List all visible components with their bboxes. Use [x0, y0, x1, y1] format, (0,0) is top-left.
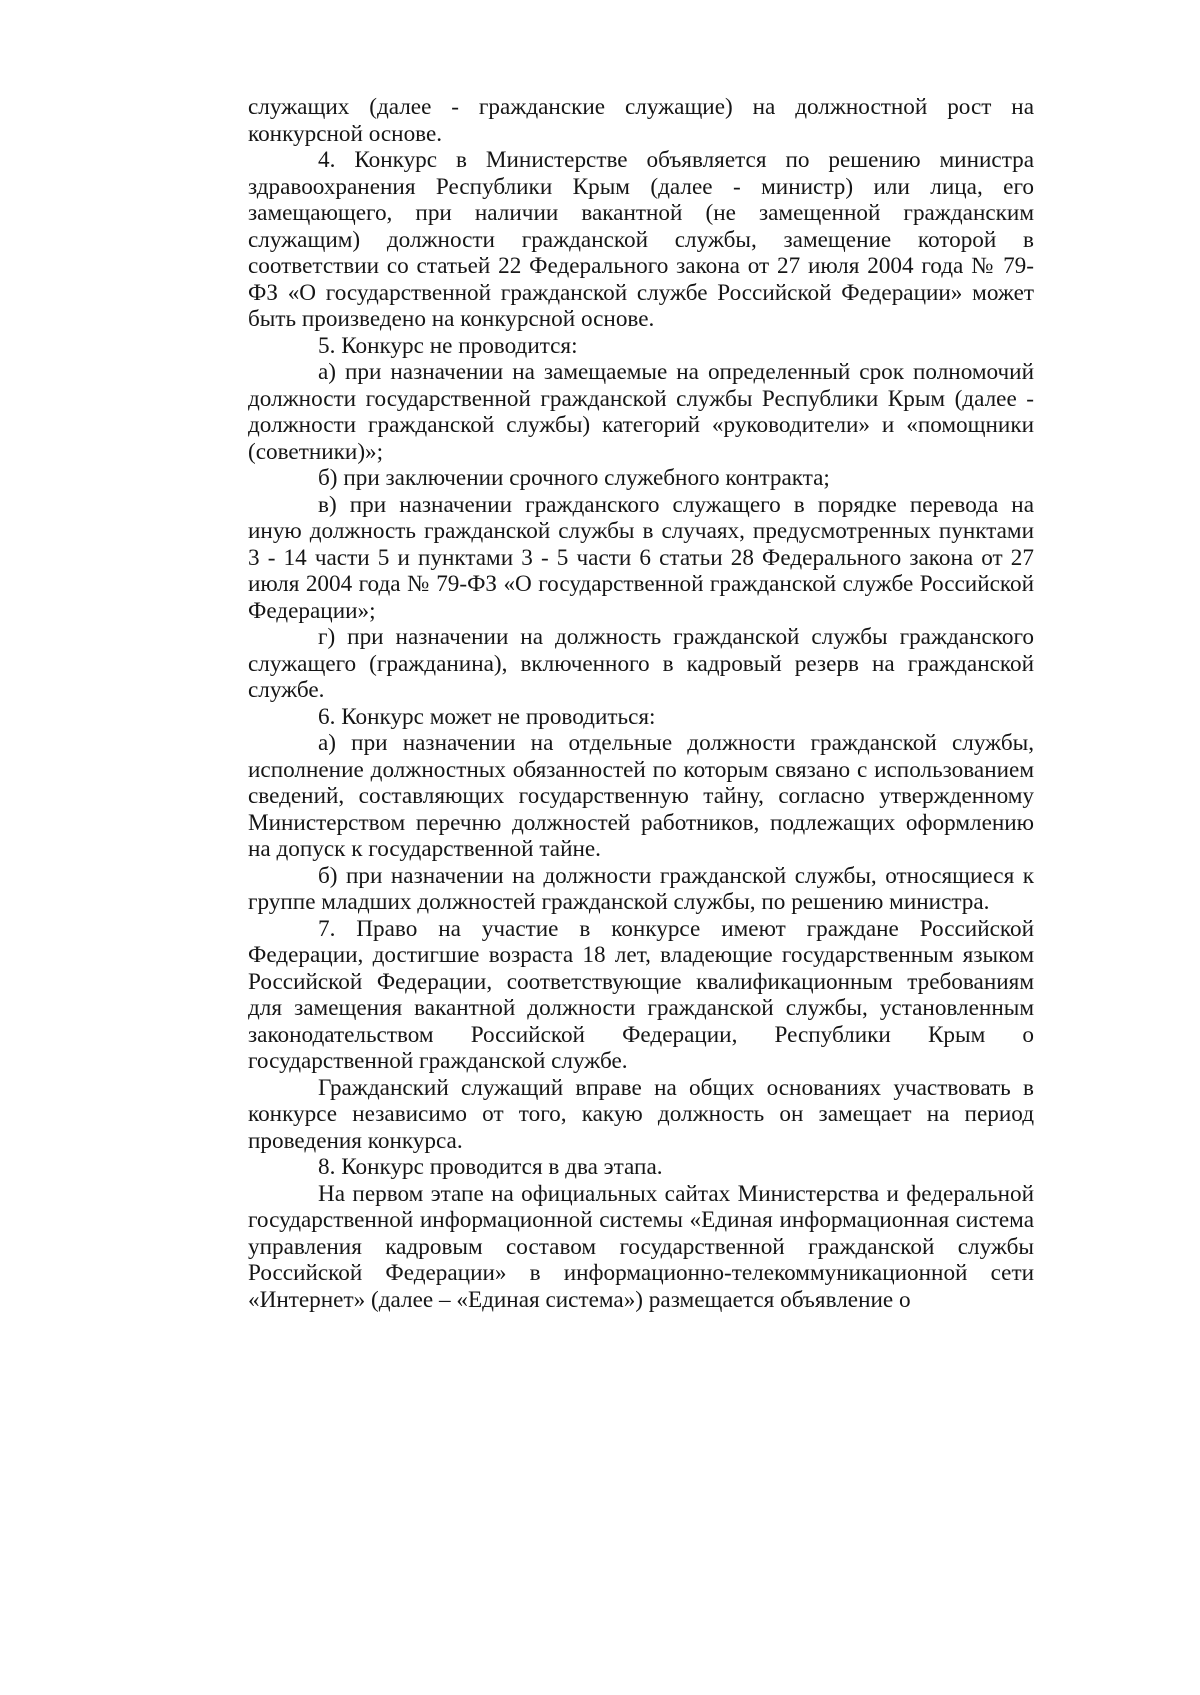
paragraph-item-6b: б) при назначении на должности гражданской службы, относящиеся к группе младших должностей гражданской службы, по решению министра. [248, 862, 1034, 915]
paragraph-item-5a: а) при назначении на замещаемые на определенный срок полномочий должности государственной гражданской службы Республики Крым (далее - должности гражданской службы) категорий «руководители» и «помощники (советники)»; [248, 359, 1034, 465]
document-body [248, 94, 1034, 1313]
paragraph-item-6a: а) при назначении на отдельные должности гражданской службы, исполнение должностных обязанностей по которым связано с использованием сведений, составляющих государственную тайну, согласно утвержденному Министерством перечню должностей работников, подлежащих оформлению на допуск к государственной тайне. [248, 730, 1034, 862]
paragraph-item-5b: б) при заключении срочного служебного контракта; [318, 465, 830, 491]
paragraph-item-5g: г) при назначении на должность гражданской службы гражданского служащего (гражданина), включенного в кадровый резерв на гражданской службе. [248, 624, 1034, 703]
paragraph-item-7-civil-servant: Гражданский служащий вправе на общих основаниях участвовать в конкурсе независимо от того, какую должность он замещает на период проведения конкурса. [248, 1074, 1034, 1154]
paragraph-item-8: 8. Конкурс проводится в два этапа. [318, 1154, 663, 1180]
paragraph-item-6: 6. Конкурс может не проводиться: [318, 703, 656, 730]
paragraph-item-5v: в) при назначении гражданского служащего в порядке перевода на иную должность гражданской службы в случаях, предусмотренных пунктами 3 - 14 части 5 и пунктами 3 - 5 части 6 статьи 28 Федерального закона от 27 июля 2004 года № 79-ФЗ «О государственной гражданской службе Российской Федерации»; [248, 491, 1034, 624]
paragraph-item-5: 5. Конкурс не проводится: [318, 332, 578, 359]
paragraph-item-7: 7. Право на участие в конкурсе имеют граждане Российской Федерации, достигшие возраста 18 лет, владеющие государственным языком Российской Федерации, соответствующие квалификационным требованиям для замещения вакантной должности гражданской службы, установленным законодательством Российской Федерации, Республики Крым о государственной гражданской службе. [248, 915, 1034, 1074]
paragraph-item-4: 4. Конкурс в Министерстве объявляется по решению министра здравоохранения Республики Крым (далее - министр) или лица, его замещающего, при наличии вакантной (не замещенной гражданским служащим) должности гражданской службы, замещение которой в соответствии со статьей 22 Федерального закона от 27 июля 2004 года № 79-ФЗ «О государственной гражданской службе Российской Федерации» может быть произведено на конкурсной основе. [248, 147, 1034, 332]
paragraph-continuation: служащих (далее - гражданские служащие) на должностной рост на конкурсной основе. [248, 94, 1034, 147]
paragraph-item-8-first-stage: На первом этапе на официальных сайтах Министерства и федеральной государственной информационной системы «Единая информационная система управления кадровым составом государственной гражданской службы Российской Федерации» в информационно-телекоммуникационной сети «Интернет» (далее – «Единая система») размещается объявление о [248, 1180, 1034, 1313]
